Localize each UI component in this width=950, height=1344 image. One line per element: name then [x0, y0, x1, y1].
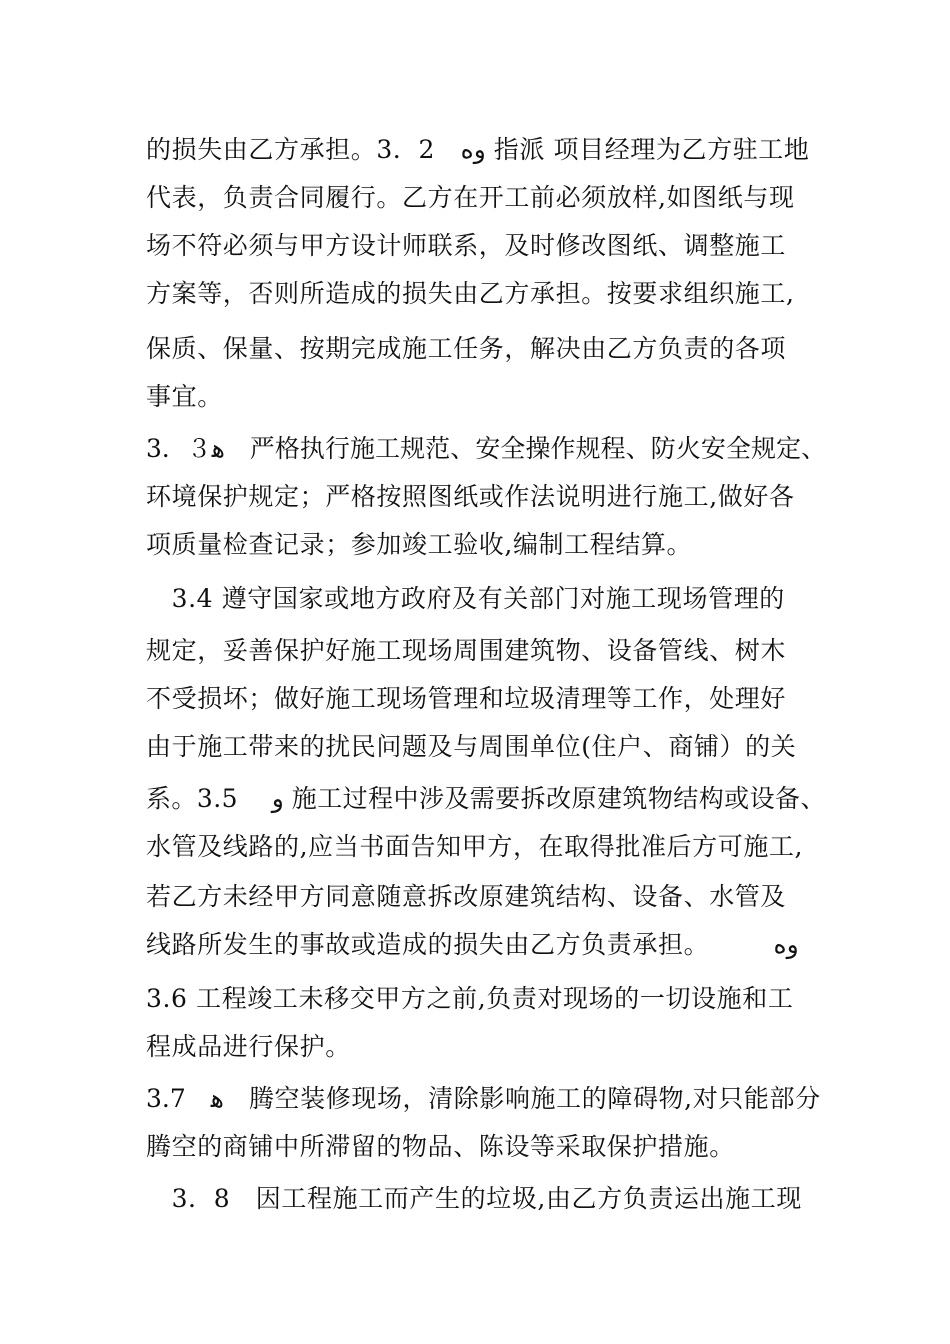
text-line-2: 代表，负责合同履行。乙方在开工前必须放样,如图纸与现	[146, 183, 795, 212]
text-line-1: 的损失由乙方承担。3．2 ﻭﻩ 指派 项目经理为乙方驻工地	[146, 135, 810, 164]
text-line-8: 环境保护规定；严格按照图纸或作法说明进行施工,做好各	[146, 482, 795, 511]
text-line-18: 3.6 工程竣工未移交甲方之前,负责对现场的一切设施和工	[146, 984, 794, 1013]
text-line-17: 线路所发生的事故或造成的损失由乙方负责承担。 ﻭﻩ	[146, 930, 799, 959]
text-line-22: 3．8 因工程施工而产生的垃圾,由乙方负责运出施工现	[146, 1184, 802, 1213]
text-line-13: 由于施工带来的扰民问题及与周围单位(住户、商铺）的关	[146, 732, 797, 761]
text-line-9: 项质量检查记录；参加竣工验收,编制工程结算。	[146, 530, 693, 559]
text-line-3: 场不符必须与甲方设计师联系，及时修改图纸、调整施工	[146, 231, 787, 260]
text-line-10: 3.4 遵守国家或地方政府及有关部门对施工现场管理的	[146, 584, 785, 613]
text-line-20: 3.7 ﻫ 腾空装修现场，清除影响施工的障碍物,对只能部分	[146, 1084, 821, 1113]
text-line-11: 规定，妥善保护好施工现场周围建筑物、设备管线、树木	[146, 636, 787, 665]
text-line-12: 不受损坏；做好施工现场管理和垃圾清理等工作，处理好	[146, 684, 787, 713]
text-line-16: 若乙方未经甲方同意随意拆改原建筑结构、设备、水管及	[146, 882, 787, 911]
text-line-6: 事宜。	[146, 382, 223, 411]
text-line-7: 3．３ﻫ 严格执行施工规范、安全操作规程、防火安全规定、	[146, 434, 827, 463]
text-line-21: 腾空的商铺中所滞留的物品、陈设等采取保护措施。	[146, 1132, 735, 1161]
text-line-14: 系。3.5 ﻭ 施工过程中涉及需要拆改原建筑物结构或设备、	[146, 784, 826, 813]
text-line-15: 水管及线路的,应当书面告知甲方，在取得批准后方可施工,	[146, 832, 804, 861]
text-line-19: 程成品进行保护。	[146, 1032, 351, 1061]
text-line-5: 保质、保量、按期完成施工任务，解决由乙方负责的各项	[146, 334, 787, 363]
text-line-4: 方案等，否则所造成的损失由乙方承担。按要求组织施工,	[146, 279, 795, 308]
